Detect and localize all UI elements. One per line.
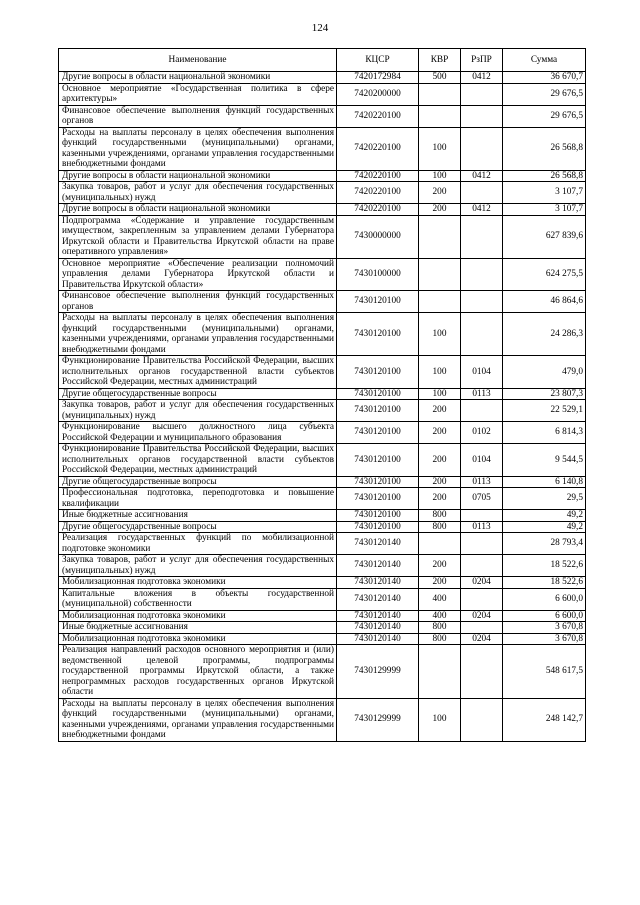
row-kcsr-cell: 7430000000 [337, 215, 419, 258]
row-kcsr-cell: 7430120100 [337, 313, 419, 356]
table-row [59, 510, 586, 522]
row-kcsr-cell: 7430120100 [337, 510, 419, 522]
row-kcsr-cell: 7430129999 [337, 698, 419, 741]
row-rzpr-cell: 0204 [461, 577, 503, 589]
table-row [59, 588, 586, 610]
row-name-cell: Закупка товаров, работ и услуг для обеспечения государственных (муниципальных) нужд [59, 400, 337, 422]
table-row [59, 72, 586, 84]
table-row [59, 698, 586, 741]
row-sum-cell: 479,0 [503, 356, 586, 389]
row-name-cell: Подпрограмма «Содержание и управление государственным имуществом, закрепленным за управлением делами Губернатора Иркутской области и Правительства Иркутской области на праве оперативного управления» [59, 215, 337, 258]
row-kvr-cell [419, 258, 461, 291]
row-sum-cell: 46 864,6 [503, 291, 586, 313]
row-rzpr-cell: 0412 [461, 170, 503, 182]
row-kvr-cell: 100 [419, 170, 461, 182]
row-sum-cell: 248 142,7 [503, 698, 586, 741]
row-sum-cell: 29,5 [503, 488, 586, 510]
table-row [59, 400, 586, 422]
table-row [59, 645, 586, 699]
row-sum-cell: 28 793,4 [503, 533, 586, 555]
row-name-cell: Иные бюджетные ассигнования [59, 622, 337, 634]
row-kvr-cell: 200 [419, 204, 461, 216]
row-kcsr-cell: 7430120140 [337, 588, 419, 610]
row-kcsr-cell: 7430100000 [337, 258, 419, 291]
row-kcsr-cell: 7430120100 [337, 356, 419, 389]
row-kcsr-cell: 7420220100 [337, 105, 419, 127]
row-sum-cell: 36 670,7 [503, 72, 586, 84]
row-kvr-cell: 400 [419, 610, 461, 622]
table-row [59, 488, 586, 510]
row-rzpr-cell [461, 313, 503, 356]
table-row [59, 356, 586, 389]
row-sum-cell: 29 676,5 [503, 83, 586, 105]
row-kvr-cell: 100 [419, 356, 461, 389]
row-kcsr-cell: 7430120100 [337, 388, 419, 400]
table-header-row [59, 49, 586, 72]
row-kvr-cell: 200 [419, 488, 461, 510]
row-kcsr-cell: 7430120140 [337, 610, 419, 622]
row-kvr-cell: 400 [419, 588, 461, 610]
header-sum: Сумма [503, 49, 586, 72]
table-row [59, 388, 586, 400]
row-sum-cell: 26 568,8 [503, 127, 586, 170]
row-sum-cell: 49,2 [503, 521, 586, 533]
row-sum-cell: 3 670,8 [503, 622, 586, 634]
row-rzpr-cell: 0113 [461, 476, 503, 488]
row-rzpr-cell [461, 555, 503, 577]
row-sum-cell: 6 140,8 [503, 476, 586, 488]
row-kcsr-cell: 7430120100 [337, 476, 419, 488]
row-rzpr-cell: 0412 [461, 72, 503, 84]
row-sum-cell: 18 522,6 [503, 577, 586, 589]
row-kcsr-cell: 7430120100 [337, 400, 419, 422]
row-kcsr-cell: 7430120140 [337, 633, 419, 645]
budget-table [58, 48, 586, 742]
table-row [59, 610, 586, 622]
row-kvr-cell [419, 533, 461, 555]
table-row [59, 215, 586, 258]
table-row [59, 127, 586, 170]
row-sum-cell: 26 568,8 [503, 170, 586, 182]
table-row [59, 313, 586, 356]
row-rzpr-cell [461, 291, 503, 313]
row-kvr-cell [419, 645, 461, 699]
row-sum-cell: 23 807,3 [503, 388, 586, 400]
row-sum-cell: 3 107,7 [503, 182, 586, 204]
row-name-cell: Профессиональная подготовка, переподготовка и повышение квалификации [59, 488, 337, 510]
page-number: 124 [311, 22, 329, 34]
row-rzpr-cell [461, 258, 503, 291]
table-row [59, 182, 586, 204]
row-rzpr-cell: 0204 [461, 633, 503, 645]
row-name-cell: Другие общегосударственные вопросы [59, 388, 337, 400]
row-kvr-cell: 800 [419, 521, 461, 533]
row-kvr-cell: 100 [419, 127, 461, 170]
row-kvr-cell: 800 [419, 510, 461, 522]
table-row [59, 83, 586, 105]
row-kcsr-cell: 7420200000 [337, 83, 419, 105]
table-row [59, 170, 586, 182]
row-rzpr-cell: 0102 [461, 422, 503, 444]
row-name-cell: Финансовое обеспечение выполнения функций государственных органов [59, 291, 337, 313]
row-name-cell: Мобилизационная подготовка экономики [59, 633, 337, 645]
row-rzpr-cell: 0113 [461, 521, 503, 533]
row-name-cell: Другие вопросы в области национальной экономики [59, 170, 337, 182]
header-kvr: КВР [419, 49, 461, 72]
row-kvr-cell: 200 [419, 476, 461, 488]
row-kvr-cell: 200 [419, 555, 461, 577]
row-rzpr-cell [461, 622, 503, 634]
row-kcsr-cell: 7420220100 [337, 182, 419, 204]
row-kcsr-cell: 7430120100 [337, 521, 419, 533]
row-rzpr-cell: 0113 [461, 388, 503, 400]
row-rzpr-cell: 0705 [461, 488, 503, 510]
row-rzpr-cell [461, 588, 503, 610]
row-name-cell: Капитальные вложения в объекты государственной (муниципальной) собственности [59, 588, 337, 610]
row-sum-cell: 24 286,3 [503, 313, 586, 356]
table-row [59, 444, 586, 477]
row-rzpr-cell: 0104 [461, 356, 503, 389]
row-name-cell: Другие общегосударственные вопросы [59, 521, 337, 533]
row-kvr-cell [419, 83, 461, 105]
row-kvr-cell: 100 [419, 388, 461, 400]
row-name-cell: Другие вопросы в области национальной экономики [59, 204, 337, 216]
row-rzpr-cell [461, 83, 503, 105]
row-kvr-cell: 200 [419, 422, 461, 444]
table-row [59, 258, 586, 291]
row-kvr-cell: 200 [419, 577, 461, 589]
row-name-cell: Функционирование Правительства Российской Федерации, высших исполнительных органов государственной власти субъектов Российской Федерации, местных администраций [59, 356, 337, 389]
row-kcsr-cell: 7430120100 [337, 422, 419, 444]
row-kcsr-cell: 7420220100 [337, 127, 419, 170]
row-kvr-cell: 200 [419, 444, 461, 477]
row-name-cell: Другие вопросы в области национальной экономики [59, 72, 337, 84]
row-kcsr-cell: 7430120100 [337, 444, 419, 477]
row-rzpr-cell [461, 698, 503, 741]
table-row [59, 622, 586, 634]
row-sum-cell: 3 670,8 [503, 633, 586, 645]
row-name-cell: Функционирование Правительства Российской Федерации, высших исполнительных органов государственной власти субъектов Российской Федерации, местных администраций [59, 444, 337, 477]
row-rzpr-cell [461, 400, 503, 422]
row-kcsr-cell: 7430120140 [337, 533, 419, 555]
row-rzpr-cell [461, 127, 503, 170]
row-kcsr-cell: 7430120140 [337, 555, 419, 577]
row-kcsr-cell: 7420172984 [337, 72, 419, 84]
table-row [59, 577, 586, 589]
row-sum-cell: 49,2 [503, 510, 586, 522]
row-rzpr-cell: 0412 [461, 204, 503, 216]
row-rzpr-cell [461, 533, 503, 555]
row-kvr-cell: 800 [419, 622, 461, 634]
row-sum-cell: 9 544,5 [503, 444, 586, 477]
row-kcsr-cell: 7430120140 [337, 622, 419, 634]
row-sum-cell: 3 107,7 [503, 204, 586, 216]
header-rzpr: РзПР [461, 49, 503, 72]
row-name-cell: Мобилизационная подготовка экономики [59, 577, 337, 589]
table-row [59, 633, 586, 645]
row-kvr-cell: 200 [419, 400, 461, 422]
table-row [59, 204, 586, 216]
row-name-cell: Расходы на выплаты персоналу в целях обеспечения выполнения функций государственными (муниципальными) органами, казенными учреждениями, органами управления государственными внебюджетными фондами [59, 698, 337, 741]
row-name-cell: Иные бюджетные ассигнования [59, 510, 337, 522]
row-kvr-cell: 200 [419, 182, 461, 204]
row-rzpr-cell [461, 510, 503, 522]
row-rzpr-cell [461, 215, 503, 258]
row-sum-cell: 6 814,3 [503, 422, 586, 444]
table-row [59, 105, 586, 127]
row-name-cell: Реализация государственных функций по мобилизационной подготовке экономики [59, 533, 337, 555]
row-name-cell: Основное мероприятие «Государственная политика в сфере архитектуры» [59, 83, 337, 105]
row-kcsr-cell: 7420220100 [337, 170, 419, 182]
row-kvr-cell: 800 [419, 633, 461, 645]
row-name-cell: Расходы на выплаты персоналу в целях обеспечения выполнения функций государственными (муниципальными) органами, казенными учреждениями, органами управления государственными внебюджетными фондами [59, 127, 337, 170]
table-row [59, 555, 586, 577]
row-sum-cell: 624 275,5 [503, 258, 586, 291]
row-sum-cell: 18 522,6 [503, 555, 586, 577]
row-kvr-cell [419, 291, 461, 313]
row-name-cell: Основное мероприятие «Обеспечение реализации полномочий управления делами Губернатора Иркутской области и Правительства Иркутской области» [59, 258, 337, 291]
row-kvr-cell [419, 105, 461, 127]
header-name: Наименование [59, 49, 337, 72]
row-kvr-cell [419, 215, 461, 258]
row-sum-cell: 627 839,6 [503, 215, 586, 258]
row-sum-cell: 6 600,0 [503, 588, 586, 610]
row-name-cell: Функционирование высшего должностного лица субъекта Российской Федерации и муниципального образования [59, 422, 337, 444]
row-rzpr-cell [461, 105, 503, 127]
row-kcsr-cell: 7430120140 [337, 577, 419, 589]
table-row [59, 291, 586, 313]
row-name-cell: Расходы на выплаты персоналу в целях обеспечения выполнения функций государственными (муниципальными) органами, казенными учреждениями, органами управления государственными внебюджетными фондами [59, 313, 337, 356]
row-kcsr-cell: 7430120100 [337, 488, 419, 510]
row-name-cell: Мобилизационная подготовка экономики [59, 610, 337, 622]
row-kvr-cell: 500 [419, 72, 461, 84]
row-kvr-cell: 100 [419, 698, 461, 741]
row-rzpr-cell [461, 182, 503, 204]
row-kvr-cell: 100 [419, 313, 461, 356]
row-kcsr-cell: 7430129999 [337, 645, 419, 699]
header-kcsr: КЦСР [337, 49, 419, 72]
table-row [59, 422, 586, 444]
row-rzpr-cell: 0104 [461, 444, 503, 477]
row-rzpr-cell [461, 645, 503, 699]
row-rzpr-cell: 0204 [461, 610, 503, 622]
row-name-cell: Другие общегосударственные вопросы [59, 476, 337, 488]
row-kcsr-cell: 7430120100 [337, 291, 419, 313]
table-row [59, 533, 586, 555]
row-name-cell: Финансовое обеспечение выполнения функций государственных органов [59, 105, 337, 127]
table-row [59, 521, 586, 533]
row-sum-cell: 29 676,5 [503, 105, 586, 127]
row-sum-cell: 6 600,0 [503, 610, 586, 622]
table-row [59, 476, 586, 488]
row-sum-cell: 548 617,5 [503, 645, 586, 699]
row-name-cell: Закупка товаров, работ и услуг для обеспечения государственных (муниципальных) нужд [59, 555, 337, 577]
row-sum-cell: 22 529,1 [503, 400, 586, 422]
row-name-cell: Закупка товаров, работ и услуг для обеспечения государственных (муниципальных) нужд [59, 182, 337, 204]
row-kcsr-cell: 7420220100 [337, 204, 419, 216]
row-name-cell: Реализация направлений расходов основного мероприятия и (или) ведомственной целевой программы, подпрограммы государственной программы Иркутской области, а также непрограммных расходов государственных органов Иркутской области [59, 645, 337, 699]
